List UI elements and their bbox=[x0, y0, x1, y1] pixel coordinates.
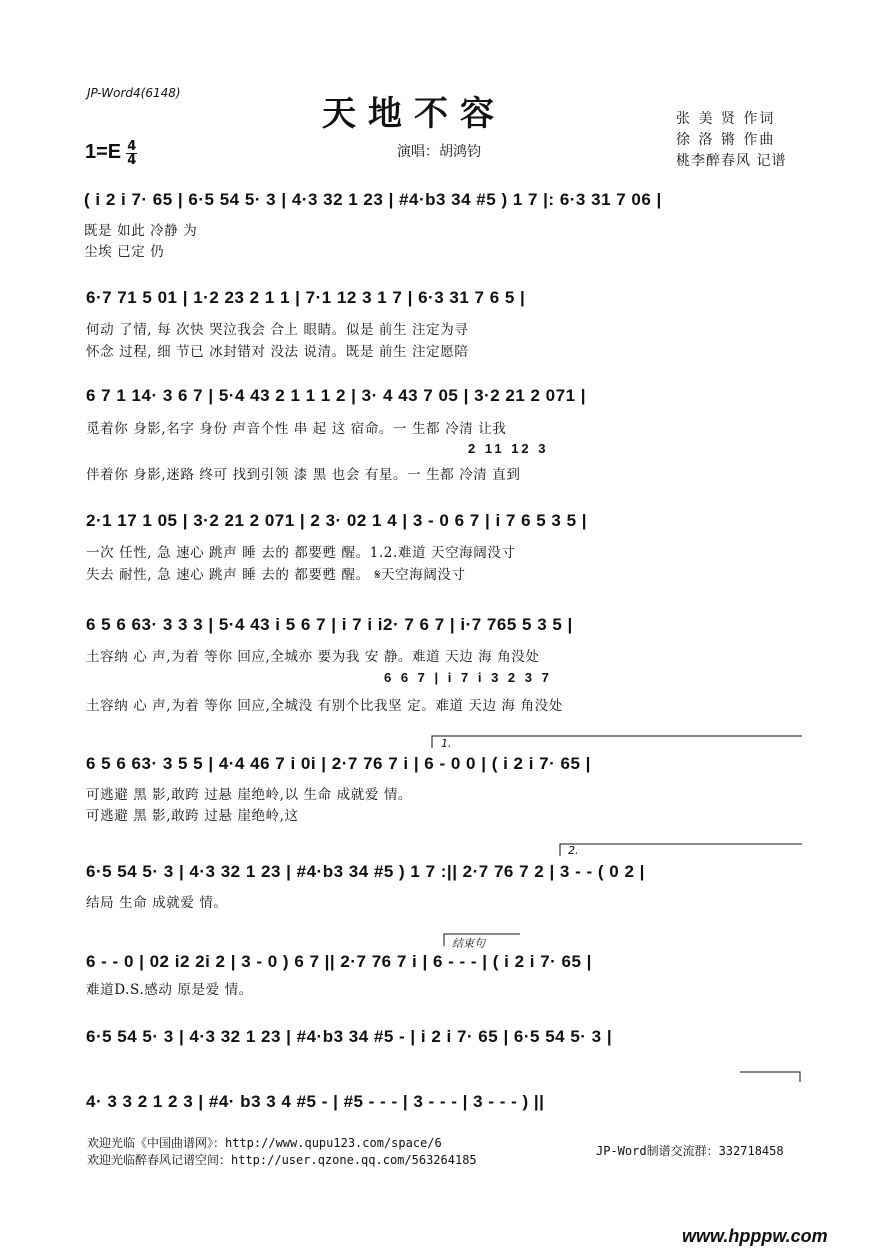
singer-credit: 演唱：胡鸿钧 bbox=[397, 144, 481, 160]
notation-line-8: 6 - - 0 | 02 i2 2i 2 | 3 - 0 ) 6 7 || 2·7 76 7 i | 6 - - - | ( i 2 i 7· 65 | bbox=[86, 952, 592, 971]
notation-line-4: 2·1 17 1 05 | 3·2 21 2 071 | 2 3· 02 1 4 | 3 - 0 6 7 | i 7 6 5 3 5 | bbox=[86, 511, 588, 530]
time-signature: $\frac{4}{4}$ bbox=[127, 139, 137, 168]
notation-line-2: 6·7 71 5 01 | 1·2 23 2 1 1 | 7·1 12 3 1 7 | 6·3 31 7 6 5 | bbox=[86, 288, 526, 307]
lyrics-line-7a: 结局 生命 成就爱 情。 bbox=[86, 895, 228, 911]
lyrics-line-5a: 土容纳 心 声,为着 等你 回应,全城亦 要为我 安 静。难道 天边 海 角没处 bbox=[86, 649, 540, 665]
footer-group: JP-Word制谱交流群：332718458 bbox=[596, 1144, 784, 1158]
volta-2-label: 2. bbox=[568, 844, 579, 857]
lyrics-line-6a: 可逃避 黑 影,敢跨 过悬 崖绝岭,以 生命 成就爱 情。 bbox=[86, 787, 413, 803]
lyrics-line-6b: 可逃避 黑 影,敢跨 过悬 崖绝岭,这 bbox=[86, 808, 299, 824]
notation-line-7: 6·5 54 5· 3 | 4·3 32 1 23 | #4·b3 34 #5 ) 1 7 :|| 2·7 76 7 2 | 3 - - ( 0 2 | bbox=[86, 862, 645, 881]
notation-line-6: 6 5 6 63· 3 5 5 | 4·4 46 7 i 0i | 2·7 76 7 i | 6 - 0 0 | ( i 2 i 7· 65 | bbox=[86, 754, 591, 773]
transcriber-credit: 桃李醉春风 记谱 bbox=[676, 153, 787, 169]
notation-line-9: 6·5 54 5· 3 | 4·3 32 1 23 | #4·b3 34 #5 - | i 2 i 7· 65 | 6·5 54 5· 3 | bbox=[86, 1027, 613, 1046]
lyrics-line-3a: 觅着你 身影,名字 身份 声音个性 串 起 这 宿命。一 生都 冷清 让我 bbox=[86, 421, 507, 437]
composer-credit: 徐 洛 锵 作曲 bbox=[676, 132, 776, 148]
lyrics-line-1b: 尘埃 已定 仍 bbox=[84, 244, 165, 260]
lyrics-line-2b: 怀念 过程, 细 节已 冰封错对 没法 说清。既是 前生 注定愿陪 bbox=[86, 344, 469, 360]
lyrics-line-5b: 土容纳 心 声,为着 等你 回应,全城没 有别个比我坚 定。难道 天边 海 角没处 bbox=[86, 698, 563, 714]
lyrics-line-4a: 一次 任性, 急 速心 跳声 睡 去的 都要甦 醒。1.2.难道 天空海阔没寸 bbox=[86, 545, 516, 561]
lyrics-line-4b: 失去 耐性, 急 速心 跳声 睡 去的 都要甦 醒。 𝄋天空海阔没寸 bbox=[86, 567, 466, 583]
lyrics-line-8a: 难道D.S.感动 原是爱 情。 bbox=[86, 982, 253, 998]
notation-line-3: 6 7 1 14· 3 6 7 | 5·4 43 2 1 1 1 2 | 3· 4 43 7 05 | 3·2 21 2 071 | bbox=[86, 386, 587, 405]
software-tag: JP-Word4(6148) bbox=[87, 86, 181, 100]
volta-1-label: 1. bbox=[441, 737, 452, 750]
watermark: www.hpppw.com bbox=[682, 1226, 828, 1246]
alt-notes-line-3: 2 11 12 3 bbox=[468, 441, 549, 456]
notation-line-5: 6 5 6 63· 3 3 3 | 5·4 43 i 5 6 7 | i 7 i i2· 7 6 7 | i·7 765 5 3 5 | bbox=[86, 615, 573, 634]
lyrics-line-3b: 伴着你 身影,迷路 终可 找到引领 漆 黑 也会 有星。一 生都 冷清 直到 bbox=[86, 467, 521, 483]
lyrics-line-1a: 既是 如此 冷静 为 bbox=[84, 223, 198, 239]
alt-notes-line-5: 6 6 7 | i 7 i 3 2 3 7 bbox=[384, 670, 552, 685]
song-title: 天地不容 bbox=[322, 94, 506, 134]
footer-link-1: 欢迎光临《中国曲谱网》：http://www.qupu123.com/space/6 bbox=[87, 1136, 442, 1150]
notation-line-1: ( i 2 i 7· 65 | 6·5 54 5· 3 | 4·3 32 1 23 | #4·b3 34 #5 ) 1 7 |: 6·3 31 7 06 | bbox=[84, 190, 662, 209]
lyrics-line-2a: 何动 了情, 每 次快 哭泣我会 合上 眼睛。似是 前生 注定为寻 bbox=[86, 322, 469, 338]
ending-label: 结束句 bbox=[452, 937, 485, 950]
notation-line-10: 4· 3 3 2 1 2 3 | #4· b3 3 4 #5 - | #5 - - - | 3 - - - | 3 - - - ) || bbox=[86, 1092, 545, 1111]
lyricist-credit: 张 美 贤 作词 bbox=[676, 111, 776, 127]
key-signature: 1=E bbox=[85, 141, 122, 163]
footer-link-2: 欢迎光临醉春风记谱空间：http://user.qzone.qq.com/563264185 bbox=[87, 1153, 477, 1167]
